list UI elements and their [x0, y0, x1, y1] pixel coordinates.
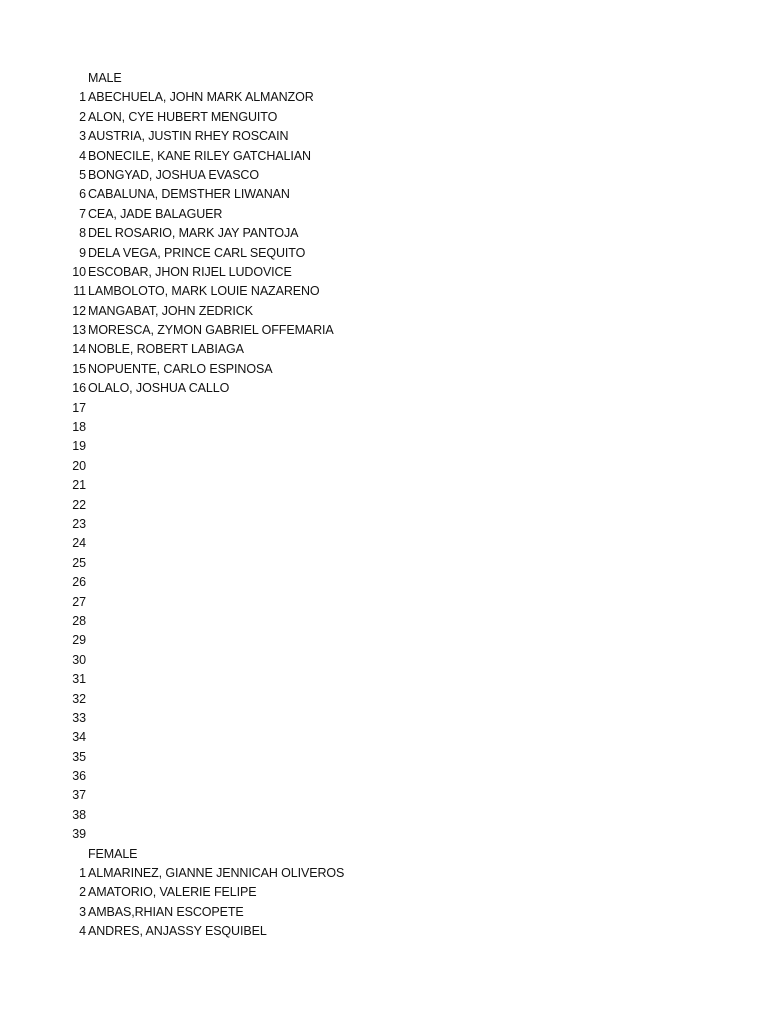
- list-item: [0, 767, 768, 786]
- student-name: NOBLE, ROBERT LABIAGA: [88, 342, 244, 357]
- male-list: [0, 88, 768, 844]
- list-item: [0, 573, 768, 592]
- row-number: 28: [72, 613, 86, 628]
- row-number: 15: [72, 361, 86, 376]
- list-item: [0, 282, 768, 301]
- section-label: FEMALE: [88, 846, 138, 861]
- list-item: [0, 825, 768, 844]
- list-item: [0, 922, 768, 941]
- row-number: 23: [72, 516, 86, 531]
- student-name: CABALUNA, DEMSTHER LIWANAN: [88, 187, 290, 202]
- list-item: [0, 147, 768, 166]
- list-item: [0, 321, 768, 340]
- list-item: [0, 806, 768, 825]
- row-number: 34: [72, 730, 86, 745]
- list-item: [0, 883, 768, 902]
- row-number: 4: [79, 924, 86, 939]
- row-number: 1: [79, 866, 86, 881]
- list-item: [0, 534, 768, 553]
- list-item: [0, 437, 768, 456]
- list-item: [0, 166, 768, 185]
- list-item: [0, 88, 768, 107]
- list-item: [0, 302, 768, 321]
- student-name: BONGYAD, JOSHUA EVASCO: [88, 167, 259, 182]
- list-item: [0, 379, 768, 398]
- list-item: [0, 515, 768, 534]
- list-item: [0, 476, 768, 495]
- student-name: NOPUENTE, CARLO ESPINOSA: [88, 361, 273, 376]
- list-item: [0, 185, 768, 204]
- row-number: 11: [73, 284, 86, 299]
- row-number: 35: [72, 749, 86, 764]
- list-item: [0, 864, 768, 883]
- list-item: [0, 903, 768, 922]
- student-name: DELA VEGA, PRINCE CARL SEQUITO: [88, 245, 306, 260]
- list-item: [0, 244, 768, 263]
- list-item: [0, 593, 768, 612]
- list-item: [0, 340, 768, 359]
- student-name: ABECHUELA, JOHN MARK ALMANZOR: [88, 90, 314, 105]
- student-name: MANGABAT, JOHN ZEDRICK: [88, 303, 253, 318]
- section-header-male: [0, 69, 768, 88]
- student-name: CEA, JADE BALAGUER: [88, 206, 223, 221]
- female-list: [0, 864, 768, 942]
- list-item: [0, 127, 768, 146]
- row-number: 12: [72, 303, 86, 318]
- section-header-female: [0, 845, 768, 864]
- row-number: 7: [79, 206, 86, 221]
- list-item: [0, 651, 768, 670]
- list-item: [0, 418, 768, 437]
- row-number: 17: [72, 400, 86, 415]
- student-name: ALON, CYE HUBERT MENGUITO: [88, 109, 278, 124]
- row-number: 27: [72, 594, 86, 609]
- row-number: 10: [72, 264, 86, 279]
- list-item: [0, 360, 768, 379]
- row-number: 31: [72, 672, 86, 687]
- row-number: 37: [72, 788, 86, 803]
- list-item: [0, 670, 768, 689]
- student-name: ESCOBAR, JHON RIJEL LUDOVICE: [88, 264, 292, 279]
- student-name: ALMARINEZ, GIANNE JENNICAH OLIVEROS: [88, 866, 345, 881]
- list-item: [0, 205, 768, 224]
- row-number: 16: [72, 381, 86, 396]
- list-item: [0, 728, 768, 747]
- list-item: [0, 108, 768, 127]
- list-item: [0, 457, 768, 476]
- row-number: 21: [72, 478, 86, 493]
- list-item: [0, 709, 768, 728]
- list-item: [0, 748, 768, 767]
- student-name: BONECILE, KANE RILEY GATCHALIAN: [88, 148, 311, 163]
- row-number: 24: [72, 536, 86, 551]
- row-number: 19: [72, 439, 86, 454]
- row-number: 3: [79, 904, 86, 919]
- list-item: [0, 399, 768, 418]
- list-item: [0, 631, 768, 650]
- student-name: LAMBOLOTO, MARK LOUIE NAZARENO: [88, 284, 320, 299]
- student-name: AMBAS,RHIAN ESCOPETE: [88, 904, 244, 919]
- row-number: 6: [79, 187, 86, 202]
- class-list: [0, 69, 768, 942]
- student-name: OLALO, JOSHUA CALLO: [88, 381, 230, 396]
- row-number: 22: [72, 497, 86, 512]
- row-number: 14: [72, 342, 86, 357]
- list-item: [0, 690, 768, 709]
- student-name: ANDRES, ANJASSY ESQUIBEL: [88, 924, 267, 939]
- row-number: 38: [72, 807, 86, 822]
- student-name: DEL ROSARIO, MARK JAY PANTOJA: [88, 226, 299, 241]
- row-number: 2: [79, 885, 86, 900]
- row-number: 13: [72, 323, 86, 338]
- row-number: 9: [79, 245, 86, 260]
- row-number: 1: [79, 90, 86, 105]
- row-number: 39: [72, 827, 86, 842]
- list-item: [0, 263, 768, 282]
- row-number: 33: [72, 710, 86, 725]
- row-number: 20: [72, 458, 86, 473]
- list-item: [0, 554, 768, 573]
- row-number: 3: [79, 129, 86, 144]
- section-label: MALE: [88, 71, 122, 85]
- row-number: 4: [79, 148, 86, 163]
- list-item: [0, 224, 768, 243]
- row-number: 36: [72, 769, 86, 784]
- row-number: 25: [72, 555, 86, 570]
- row-number: 8: [79, 226, 86, 241]
- list-item: [0, 786, 768, 805]
- list-item: [0, 612, 768, 631]
- row-number: 26: [72, 575, 86, 590]
- row-number: 5: [79, 167, 86, 182]
- row-number: 2: [79, 109, 86, 124]
- row-number: 30: [72, 652, 86, 667]
- row-number: 18: [72, 420, 86, 435]
- student-name: MORESCA, ZYMON GABRIEL OFFEMARIA: [88, 323, 334, 338]
- row-number: 29: [72, 633, 86, 648]
- student-name: AUSTRIA, JUSTIN RHEY ROSCAIN: [88, 129, 289, 144]
- row-number: 32: [72, 691, 86, 706]
- list-item: [0, 496, 768, 515]
- student-name: AMATORIO, VALERIE FELIPE: [88, 885, 257, 900]
